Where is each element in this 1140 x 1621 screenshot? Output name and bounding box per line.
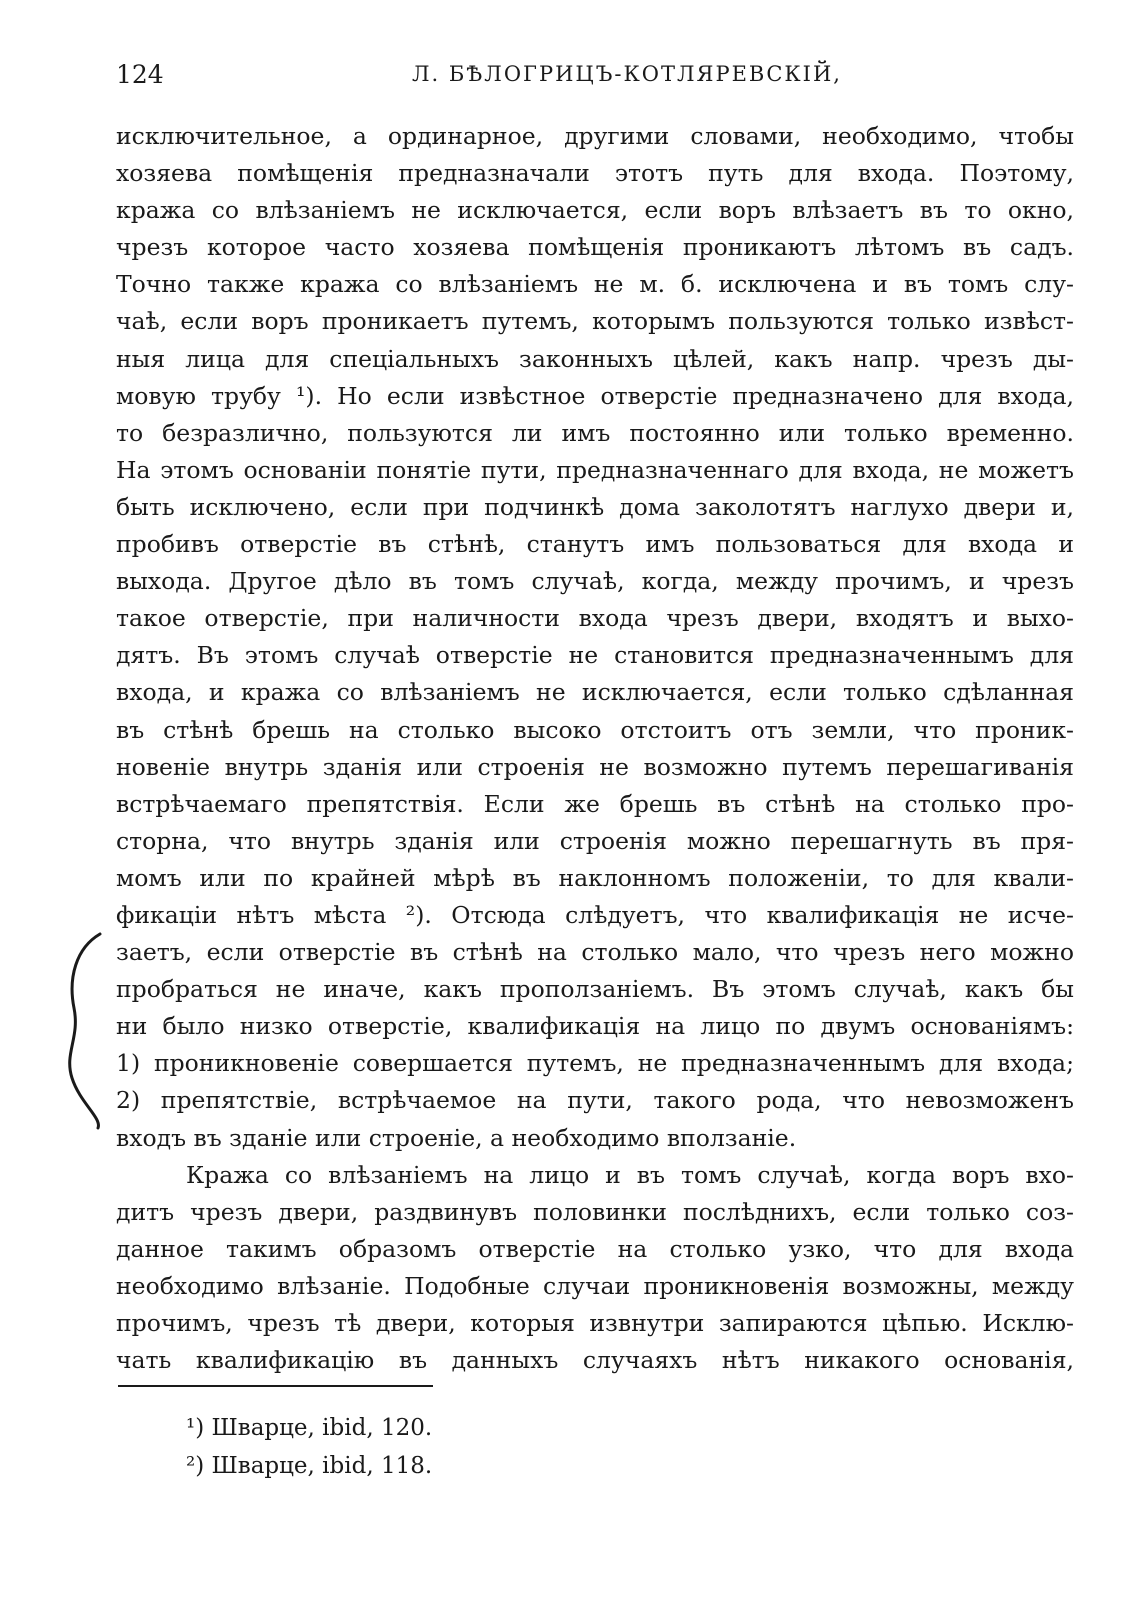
text-line: чрезъ которое часто хозяева помѣщенія проникаютъ лѣтомъ въ садъ. <box>116 233 1074 262</box>
page-header <box>116 60 1076 100</box>
text-line: 2) препятствіе, встрѣчаемое на пути, такого рода, что невозможенъ <box>116 1086 1074 1115</box>
text-line: входъ въ зданіе или строеніе, а необходимо вползаніе. <box>116 1123 797 1152</box>
text-line: На этомъ основаніи понятіе пути, предназначеннаго для входа, не можетъ <box>116 455 1074 484</box>
text-line: пробивъ отверстіе въ стѣнѣ, станутъ имъ пользоваться для входа и <box>116 530 1074 559</box>
body-text <box>116 118 1074 1379</box>
text-line: фикаціи нѣтъ мѣста ²). Отсюда слѣдуетъ, что квалификація не исче- <box>116 900 1074 929</box>
text-line: входа, и кража со влѣзаніемъ не исключается, если только сдѣланная <box>116 678 1074 707</box>
text-line: встрѣчаемаго препятствія. Если же брешь въ стѣнѣ на столько про- <box>116 789 1074 818</box>
text-line: исключительное, а ординарное, другими словами, необходимо, чтобы <box>116 122 1074 150</box>
text-line: ныя лица для спеціальныхъ законныхъ цѣлей, какъ напр. чрезъ ды- <box>116 344 1074 373</box>
text-line: новеніе внутрь зданія или строенія не возможно путемъ перешагиванія <box>116 752 1074 781</box>
text-line: кража со влѣзаніемъ не исключается, если воръ влѣзаетъ въ то окно, <box>116 196 1074 225</box>
text-line: то безразлично, пользуются ли имъ постоянно или только временно. <box>116 418 1074 447</box>
footnote-1: ¹) Шварце, ibid, 120. <box>186 1415 433 1441</box>
text-line: чать квалификацію въ данныхъ случаяхъ нѣтъ никакого основанія, <box>116 1346 1074 1375</box>
text-line: 1) проникновеніе совершается путемъ, не предназначеннымъ для входа; <box>116 1049 1074 1078</box>
text-line: дитъ чрезъ двери, раздвинувъ половинки послѣднихъ, если только соз- <box>116 1197 1074 1226</box>
text-line: заетъ, если отверстіе въ стѣнѣ на столько мало, что чрезъ него можно <box>116 938 1074 967</box>
text-line: выхода. Другое дѣло въ томъ случаѣ, когда, между прочимъ, и чрезъ <box>116 567 1074 596</box>
footnote-rule <box>118 1385 433 1387</box>
text-line: момъ или по крайней мѣрѣ въ наклонномъ положеніи, то для квали- <box>116 863 1074 892</box>
margin-bracket-mark <box>58 928 106 1133</box>
text-line: мовую трубу ¹). Но если извѣстное отверстіе предназначено для входа, <box>116 381 1074 410</box>
footnote-2: ²) Шварце, ibid, 118. <box>186 1453 433 1479</box>
text-line: такое отверстіе, при наличности входа чрезъ двери, входятъ и выхо- <box>116 604 1074 633</box>
text-line: Точно также кража со влѣзаніемъ не м. б. исключена и въ томъ слу- <box>116 270 1074 299</box>
page-number: 124 <box>116 60 164 89</box>
text-line: хозяева помѣщенія предназначали этотъ путь для входа. Поэтому, <box>116 159 1074 188</box>
text-line: необходимо влѣзаніе. Подобные случаи проникновенія возможны, между <box>116 1271 1074 1300</box>
running-title: Л. БѢЛОГРИЦЪ-КОТЛЯРЕВСКІЙ, <box>412 62 842 86</box>
text-line: Кража со влѣзаніемъ на лицо и въ томъ случаѣ, когда воръ вхо- <box>186 1160 1074 1189</box>
text-line: чаѣ, если воръ проникаетъ путемъ, которымъ пользуются только извѣст- <box>116 307 1074 336</box>
text-line: въ стѣнѣ брешь на столько высоко отстоитъ отъ земли, что проник- <box>116 715 1074 744</box>
text-line: быть исключено, если при подчинкѣ дома заколотятъ наглухо двери и, <box>116 492 1074 521</box>
text-line: прочимъ, чрезъ тѣ двери, которыя извнутри запираются цѣпью. Исклю- <box>116 1309 1074 1337</box>
text-line: дятъ. Въ этомъ случаѣ отверстіе не становится предназначеннымъ для <box>116 641 1074 670</box>
text-line: пробраться не иначе, какъ проползаніемъ. Въ этомъ случаѣ, какъ бы <box>116 975 1074 1004</box>
text-line: ни было низко отверстіе, квалификація на лицо по двумъ основаніямъ: <box>116 1012 1074 1041</box>
text-line: сторна, что внутрь зданія или строенія можно перешагнуть въ пря- <box>116 826 1074 855</box>
text-line: данное такимъ образомъ отверстіе на столько узко, что для входа <box>116 1234 1074 1263</box>
